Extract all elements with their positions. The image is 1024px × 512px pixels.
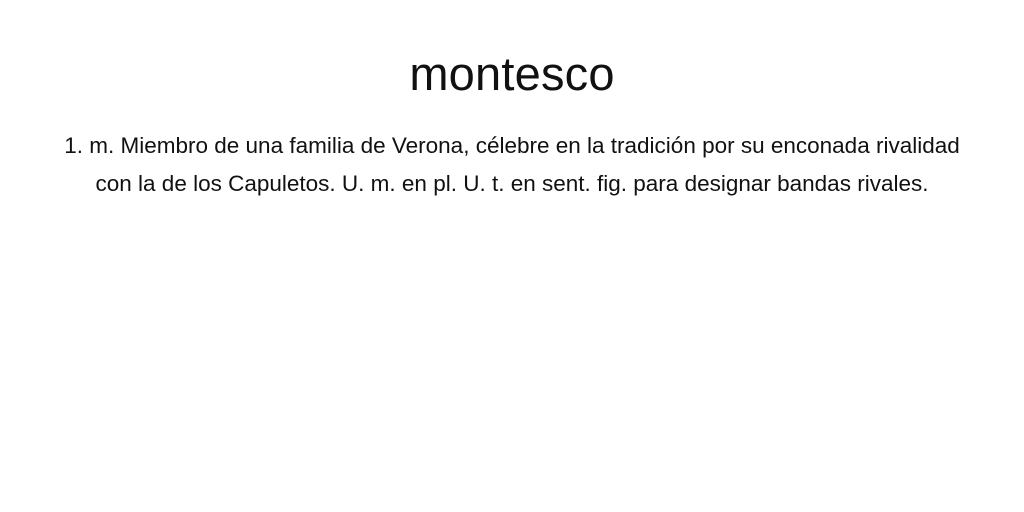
definition-text: 1. m. Miembro de una familia de Verona, célebre en la tradición por su enconada rivalidad con la de los Capuletos. U. m. en pl. U. t. en sent. fig. para designar bandas rivales. (64, 133, 960, 196)
headword-title: montesco (409, 47, 615, 100)
